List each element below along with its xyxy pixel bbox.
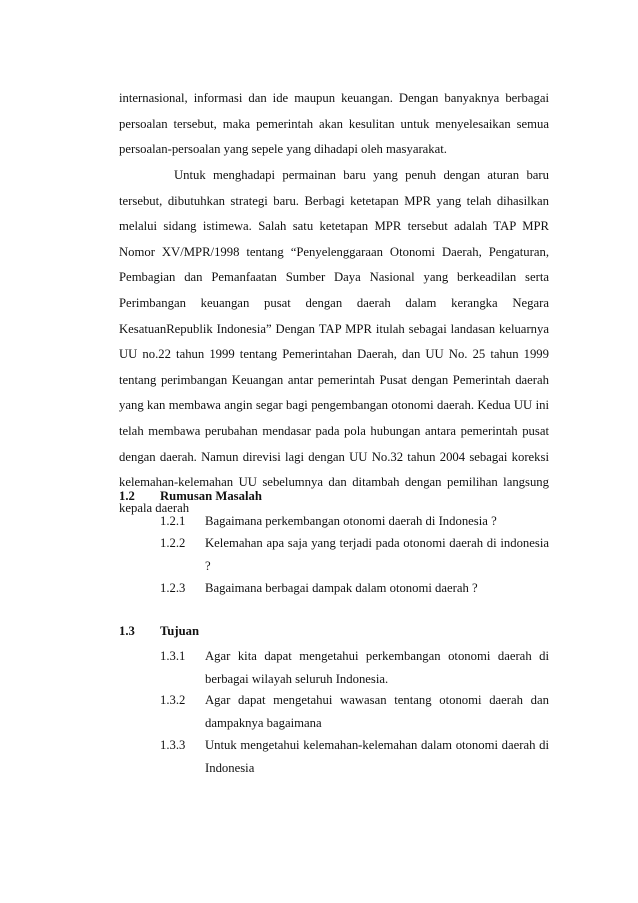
item-text: Agar dapat mengetahui wawasan tentang otonomi daerah dan dampaknya bagaimana (205, 693, 549, 730)
item-text: Bagaimana perkembangan otonomi daerah di Indonesia ? (205, 514, 497, 528)
item-number: 1.3.3 (160, 738, 186, 752)
list-item (160, 510, 549, 533)
section-title: Rumusan Masalah (160, 489, 262, 503)
section-heading-tujuan (119, 620, 549, 642)
item-number: 1.2.3 (160, 581, 186, 595)
paragraph-intro: internasional, informasi dan ide maupun keuangan. Dengan banyaknya berbagai persoalan tersebut, maka pemerintah akan kesulitan untuk menyelesaikan semua persoalan-persoalan yang sepele yang dihadapi oleh masyarakat. (119, 91, 549, 157)
list-item (160, 645, 549, 690)
list-item (160, 689, 549, 734)
item-number: 1.2.1 (160, 514, 186, 528)
paragraph-main: Untuk menghadapi permainan baru yang penuh dengan aturan baru tersebut, dibutuhkan strategi baru. Berbagi ketetapan MPR yang telah dihasilkan melalui sidang istimewa. Salah satu ketetapan MPR tersebut adalah TAP MPR Nomor XV/MPR/1998 tentang “Penyelenggaraan Otonomi Daerah, Pengaturan, Pembagian dan Pemanfaatan Sumber Daya Nasional yang berkeadilan serta Perimbangan keuangan pusat dengan daerah dalam kerangka Negara KesatuanRepublik Indonesia” Dengan TAP MPR itulah sebagai landasan keluarnya UU no.22 tahun 1999 tentang Pemerintahan Daerah, dan UU No. 25 tahun 1999 tentang perimbangan Keuangan antar pemerintah Pusat dengan Pemerintah daerah yang kan membawa angin segar bagi pengembangan otonomi daerah. Kedua UU ini telah membawa perubahan mendasar pada pola hubungan antara pemerintah pusat dengan daerah. Namun direvisi lagi dengan UU No.32 tahun 2004 sebagai koreksi kelemahan-kelemahan UU sebelumnya dan ditambah dengan pemilihan langsung kepala daerah (119, 168, 549, 515)
list-item (160, 532, 549, 577)
list-item (160, 577, 549, 600)
item-text: Kelemahan apa saja yang terjadi pada otonomi daerah di indonesia ? (205, 536, 549, 573)
section-number: 1.2 (119, 489, 135, 503)
item-text: Untuk mengetahui kelemahan-kelemahan dalam otonomi daerah di Indonesia (205, 738, 549, 775)
item-text: Bagaimana berbagai dampak dalam otonomi daerah ? (205, 581, 478, 595)
item-number: 1.3.1 (160, 649, 186, 663)
section-number: 1.3 (119, 624, 135, 638)
item-number: 1.2.2 (160, 536, 186, 550)
section-title: Tujuan (160, 624, 200, 638)
item-number: 1.3.2 (160, 693, 186, 707)
section-heading-rumusan-masalah (119, 485, 549, 507)
item-text: Agar kita dapat mengetahui perkembangan otonomi daerah di berbagai wilayah seluruh Indonesia. (205, 649, 549, 686)
list-item (160, 734, 549, 779)
